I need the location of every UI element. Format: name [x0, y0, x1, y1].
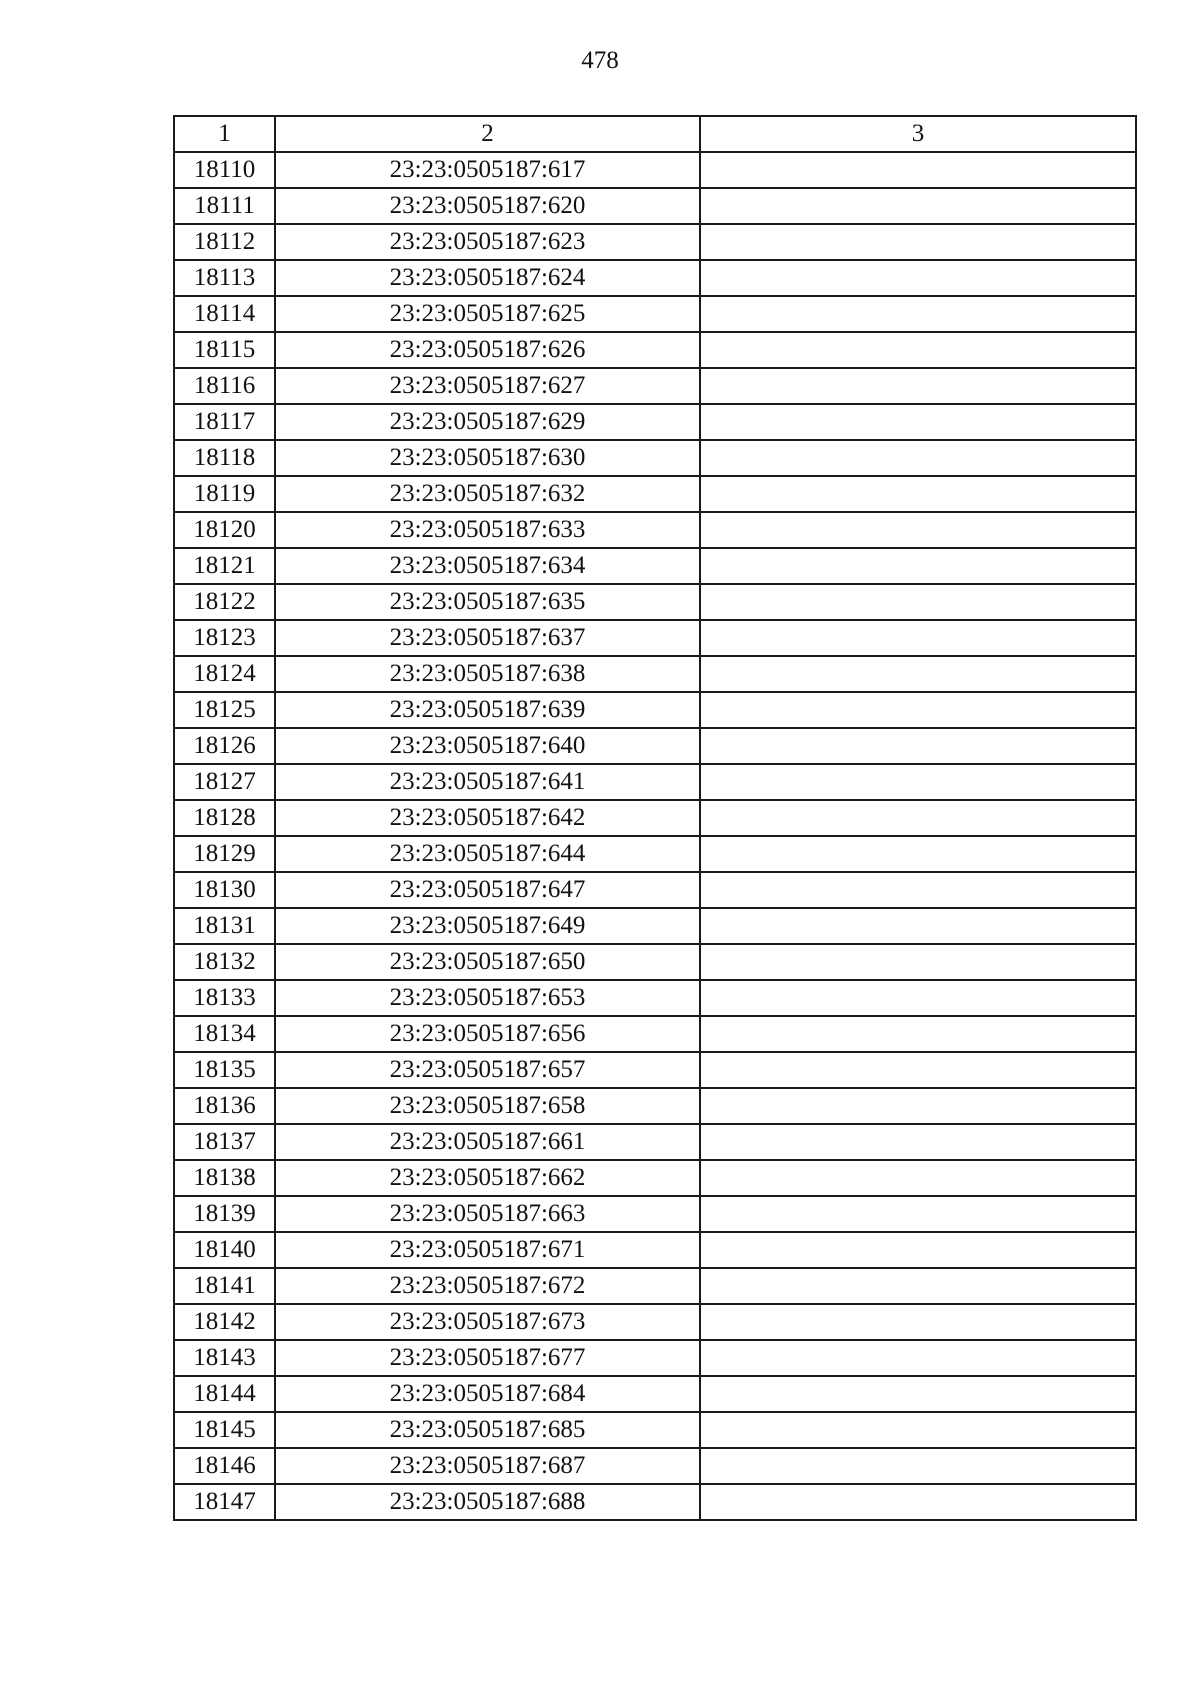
table-row — [174, 548, 1136, 584]
row-number-cell: 18141 — [174, 1268, 275, 1304]
row-number-cell: 18115 — [174, 332, 275, 368]
table-row — [174, 1088, 1136, 1124]
note-cell — [700, 692, 1136, 728]
cadastral-number-cell: 23:23:0505187:658 — [275, 1088, 700, 1124]
note-cell — [700, 1052, 1136, 1088]
note-cell — [700, 908, 1136, 944]
note-cell — [700, 1016, 1136, 1052]
row-number-cell: 18128 — [174, 800, 275, 836]
cadastral-number-cell: 23:23:0505187:657 — [275, 1052, 700, 1088]
cadastral-number-cell: 23:23:0505187:640 — [275, 728, 700, 764]
cadastral-number-cell: 23:23:0505187:627 — [275, 368, 700, 404]
row-number-cell: 18137 — [174, 1124, 275, 1160]
row-number-cell: 18145 — [174, 1412, 275, 1448]
table-row — [174, 1340, 1136, 1376]
cadastral-number-cell: 23:23:0505187:688 — [275, 1484, 700, 1520]
table-row — [174, 1376, 1136, 1412]
note-cell — [700, 1124, 1136, 1160]
table-row — [174, 152, 1136, 188]
note-cell — [700, 1088, 1136, 1124]
note-cell — [700, 224, 1136, 260]
note-cell — [700, 872, 1136, 908]
row-number-cell: 18147 — [174, 1484, 275, 1520]
cadastral-number-cell: 23:23:0505187:662 — [275, 1160, 700, 1196]
row-number-cell: 18117 — [174, 404, 275, 440]
table-row — [174, 1232, 1136, 1268]
row-number-cell: 18130 — [174, 872, 275, 908]
table-row — [174, 1196, 1136, 1232]
cadastral-number-cell: 23:23:0505187:649 — [275, 908, 700, 944]
row-number-cell: 18126 — [174, 728, 275, 764]
row-number-cell: 18125 — [174, 692, 275, 728]
note-cell — [700, 1412, 1136, 1448]
row-number-cell: 18144 — [174, 1376, 275, 1412]
note-cell — [700, 620, 1136, 656]
cadastral-number-cell: 23:23:0505187:684 — [275, 1376, 700, 1412]
table-row — [174, 512, 1136, 548]
cadastral-number-cell: 23:23:0505187:632 — [275, 476, 700, 512]
table-row — [174, 1304, 1136, 1340]
table-row — [174, 908, 1136, 944]
page-number: 478 — [581, 47, 619, 74]
note-cell — [700, 1268, 1136, 1304]
column-header-3: 3 — [700, 116, 1136, 152]
table-row — [174, 1484, 1136, 1520]
note-cell — [700, 836, 1136, 872]
row-number-cell: 18133 — [174, 980, 275, 1016]
note-cell — [700, 188, 1136, 224]
cadastral-number-cell: 23:23:0505187:663 — [275, 1196, 700, 1232]
row-number-cell: 18140 — [174, 1232, 275, 1268]
cadastral-number-cell: 23:23:0505187:677 — [275, 1340, 700, 1376]
table-row — [174, 1412, 1136, 1448]
table-row — [174, 332, 1136, 368]
note-cell — [700, 1448, 1136, 1484]
cadastral-number-cell: 23:23:0505187:644 — [275, 836, 700, 872]
table-row — [174, 404, 1136, 440]
note-cell — [700, 1304, 1136, 1340]
table-row — [174, 1016, 1136, 1052]
note-cell — [700, 512, 1136, 548]
row-number-cell: 18122 — [174, 584, 275, 620]
note-cell — [700, 1196, 1136, 1232]
note-cell — [700, 260, 1136, 296]
note-cell — [700, 1232, 1136, 1268]
cadastral-number-cell: 23:23:0505187:656 — [275, 1016, 700, 1052]
row-number-cell: 18136 — [174, 1088, 275, 1124]
row-number-cell: 18139 — [174, 1196, 275, 1232]
cadastral-number-cell: 23:23:0505187:623 — [275, 224, 700, 260]
table-row — [174, 368, 1136, 404]
row-number-cell: 18119 — [174, 476, 275, 512]
row-number-cell: 18113 — [174, 260, 275, 296]
row-number-cell: 18135 — [174, 1052, 275, 1088]
cadastral-number-cell: 23:23:0505187:620 — [275, 188, 700, 224]
table-row — [174, 476, 1136, 512]
note-cell — [700, 404, 1136, 440]
row-number-cell: 18131 — [174, 908, 275, 944]
cadastral-number-cell: 23:23:0505187:617 — [275, 152, 700, 188]
cadastral-number-cell: 23:23:0505187:685 — [275, 1412, 700, 1448]
note-cell — [700, 800, 1136, 836]
table-row — [174, 692, 1136, 728]
note-cell — [700, 944, 1136, 980]
row-number-cell: 18112 — [174, 224, 275, 260]
table-row — [174, 656, 1136, 692]
note-cell — [700, 656, 1136, 692]
row-number-cell: 18132 — [174, 944, 275, 980]
row-number-cell: 18143 — [174, 1340, 275, 1376]
row-number-cell: 18116 — [174, 368, 275, 404]
table-row — [174, 1448, 1136, 1484]
cadastral-number-cell: 23:23:0505187:626 — [275, 332, 700, 368]
table-body — [174, 152, 1136, 1520]
row-number-cell: 18110 — [174, 152, 275, 188]
cadastral-number-cell: 23:23:0505187:647 — [275, 872, 700, 908]
row-number-cell: 18124 — [174, 656, 275, 692]
table-row — [174, 1160, 1136, 1196]
note-cell — [700, 332, 1136, 368]
note-cell — [700, 440, 1136, 476]
cadastral-number-cell: 23:23:0505187:671 — [275, 1232, 700, 1268]
cadastral-number-cell: 23:23:0505187:642 — [275, 800, 700, 836]
table-row — [174, 764, 1136, 800]
note-cell — [700, 1160, 1136, 1196]
column-header-2: 2 — [275, 116, 700, 152]
table-row — [174, 260, 1136, 296]
row-number-cell: 18123 — [174, 620, 275, 656]
table-row — [174, 584, 1136, 620]
table-row — [174, 800, 1136, 836]
table-row — [174, 620, 1136, 656]
note-cell — [700, 476, 1136, 512]
cadastral-number-cell: 23:23:0505187:650 — [275, 944, 700, 980]
note-cell — [700, 980, 1136, 1016]
note-cell — [700, 548, 1136, 584]
table-row — [174, 296, 1136, 332]
row-number-cell: 18121 — [174, 548, 275, 584]
cadastral-number-cell: 23:23:0505187:673 — [275, 1304, 700, 1340]
cadastral-number-cell: 23:23:0505187:629 — [275, 404, 700, 440]
cadastral-number-cell: 23:23:0505187:661 — [275, 1124, 700, 1160]
table-row — [174, 224, 1136, 260]
row-number-cell: 18142 — [174, 1304, 275, 1340]
table-row — [174, 1268, 1136, 1304]
note-cell — [700, 152, 1136, 188]
note-cell — [700, 1340, 1136, 1376]
cadastral-number-cell: 23:23:0505187:630 — [275, 440, 700, 476]
row-number-cell: 18138 — [174, 1160, 275, 1196]
cadastral-number-cell: 23:23:0505187:635 — [275, 584, 700, 620]
note-cell — [700, 764, 1136, 800]
note-cell — [700, 584, 1136, 620]
cadastral-number-cell: 23:23:0505187:672 — [275, 1268, 700, 1304]
cadastral-number-cell: 23:23:0505187:634 — [275, 548, 700, 584]
registry-table — [173, 115, 1137, 1521]
note-cell — [700, 296, 1136, 332]
table-row — [174, 872, 1136, 908]
column-header-1: 1 — [174, 116, 275, 152]
cadastral-number-cell: 23:23:0505187:653 — [275, 980, 700, 1016]
row-number-cell: 18134 — [174, 1016, 275, 1052]
note-cell — [700, 728, 1136, 764]
table-row — [174, 728, 1136, 764]
cadastral-number-cell: 23:23:0505187:638 — [275, 656, 700, 692]
cadastral-number-cell: 23:23:0505187:633 — [275, 512, 700, 548]
row-number-cell: 18129 — [174, 836, 275, 872]
cadastral-number-cell: 23:23:0505187:639 — [275, 692, 700, 728]
row-number-cell: 18120 — [174, 512, 275, 548]
table-row — [174, 944, 1136, 980]
row-number-cell: 18118 — [174, 440, 275, 476]
note-cell — [700, 368, 1136, 404]
cadastral-number-cell: 23:23:0505187:624 — [275, 260, 700, 296]
table-row — [174, 188, 1136, 224]
row-number-cell: 18114 — [174, 296, 275, 332]
row-number-cell: 18146 — [174, 1448, 275, 1484]
note-cell — [700, 1484, 1136, 1520]
table-row — [174, 440, 1136, 476]
cadastral-number-cell: 23:23:0505187:625 — [275, 296, 700, 332]
cadastral-number-cell: 23:23:0505187:637 — [275, 620, 700, 656]
table-row — [174, 836, 1136, 872]
row-number-cell: 18127 — [174, 764, 275, 800]
table-row — [174, 1124, 1136, 1160]
cadastral-number-cell: 23:23:0505187:687 — [275, 1448, 700, 1484]
row-number-cell: 18111 — [174, 188, 275, 224]
cadastral-number-cell: 23:23:0505187:641 — [275, 764, 700, 800]
note-cell — [700, 1376, 1136, 1412]
table-row — [174, 1052, 1136, 1088]
table-row — [174, 980, 1136, 1016]
header-row — [174, 116, 1136, 152]
